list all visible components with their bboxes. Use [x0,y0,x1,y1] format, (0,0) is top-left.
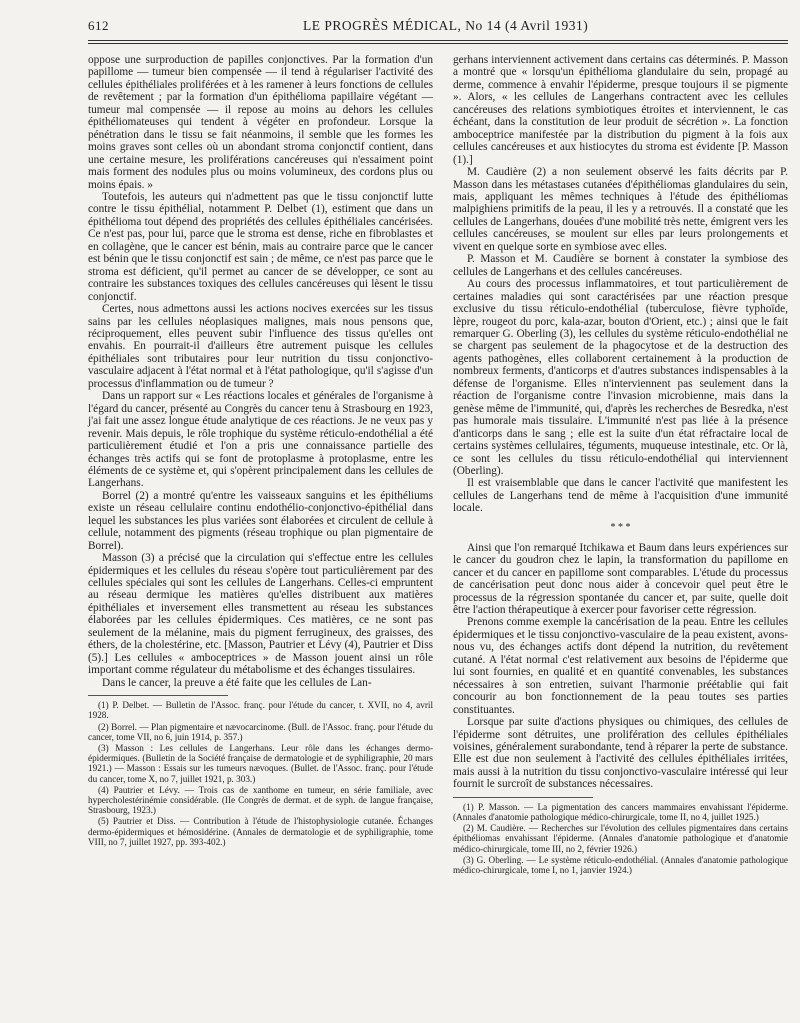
body-paragraph: Dans le cancer, la preuve a été faite que les cellules de Lan- [102,676,372,689]
right-column [453,54,788,876]
right-column-body [453,54,788,515]
body-paragraph: Borrel (2) a montré qu'entre les vaisseaux sanguins et les épithéliums existe un réseau cellulaire continu endothélio-conjonctivo-épithélial dans lequel les substances les plus variées sont élaborées et circulent de cellule à cellule, notamment des pigments (réseau trophique ou plan pigmentaire de Borrel). [88,489,433,552]
left-column [88,54,433,848]
footnote: (2) M. Caudière. — Recherches sur l'évolution des cellules pigmentaires dans certains épithéliomas envahissant l'épiderme. (Annales d'anatomie pathologique et d'anatomie médico-chirurgicale, tome III, no 2, février 1926.) [453,823,788,854]
running-head [88,16,788,38]
footnote: (3) G. Oberling. — Le système réticulo-endothélial. (Annales d'anatomie pathologique médico-chirurgicale, tome I, no 1, janvier 1924.) [453,854,788,876]
right-footnotes [453,802,788,875]
body-paragraph: Certes, nous admettons aussi les actions nocives exercées sur les tissus sains par les cellules néoplasiques malignes, mais nous pensons que, réciproquement, elles peuvent subir l'influence des tissus qu'elles ont envahis. En pourrait-il d'ailleurs être autrement puisque les cellules épithéliales sont tributaires pour leur nutrition du tissu conjonctivo-vasculaire adjacent à l'état normal et à l'état pathologique, qu'il s'agisse d'un processus d'inflammation ou de tumeur ? [88,303,433,390]
footnote: (2) Borrel. — Plan pigmentaire et nævocarcinome. (Bull. de l'Assoc. franç. pour l'étude du cancer, tome VII, no 6, juin 1914, p. 357.) [88,721,433,742]
body-paragraph: P. Masson et M. Caudière se bornent à constater la symbiose des cellules de Langerhans et des cellules cancéreuses. [453,253,788,278]
header-rule [88,40,788,41]
footnote: (5) Pautrier et Diss. — Contribution à l'étude de l'histophysiologie cutanée. Échanges dermo-épidermiques et hémosidérine. (Annales de dermatologie et de syphiligraphie, tome VIII, no 7, juillet 1927, pp. 393-402.) [88,816,433,847]
body-paragraph: Toutefois, les auteurs qui n'admettent pas que le tissu conjonctif lutte contre le tissu épithélial, notamment P. Delbet (1), estiment que dans un épithélioma tout dépend des propriétés des cellules épithéliales cancérisées. Ce n'est pas, pour lui, parce que le stroma est dense, riche en fibroblastes et en collagène, que le cancer est bénin, mais au contraire parce que le cancer est bénin que le tissu conjonctif est sain ; de même, ce n'est pas parce que le stroma est déficient, qu'il permet au cancer de se développer, ce sont au contraire les substances toxiques des cellules cancéreuses qui lèsent le tissu conjonctif. [88,190,433,303]
header-rule-double [88,43,788,44]
section-asterism: * * * [610,521,631,533]
body-paragraph: Masson (3) a précisé que la circulation qui s'effectue entre les cellules épidermiques et les cellules du réseau s'opère tout particulièrement par des cellules spéciales qui sont les cellules de Langerhans. Celles-ci empruntent au réseau dermique les matières qu'elles distribuent aux matières épithéliales et inversement elles transmettent au réseau les substances élaborées par les cellules épidermiques. Ces matières, ce ne sont pas seulement de la mélanine, mais du pigment ferrugineux, des graisses, des éthers, de la cholestérine, etc. [Masson, Pautrier et Lévy (4), Pautrier et Diss (5).] Les cellules « amboceptrices » de Masson jouent ainsi un rôle important comme régulateur du métabolisme et des échanges tissulaires. [88,552,433,677]
body-paragraph: gerhans interviennent activement dans certains cas déterminés. P. Masson a montré que « lorsqu'un épithélioma glandulaire du sein, propagé au derme, commence à envahir l'épiderme, presque toujours il se pigmente ». Alors, « les cellules de Langerhans contractent avec les cellules cancéreuses des relations symbiotiques étroites et interviennent, le cas échéant, dans la constitution de leur produit de sécrétion ». La fonction amboceptrice manifestée par la distribution du pigment à la fois aux cellules cancéreuses et aux histiocytes du stroma est évidente [P. Masson (1).] [453,54,788,166]
footnote: (3) Masson : Les cellules de Langerhans. Leur rôle dans les échanges dermo-épidermiques. (Bulletin de la Société française de dermatologie et de syphiligraphie, 20 mars 1921.) — Masson : Essais sur les tumeurs nævoques. (Bullet. de l'Assoc. franç. pour l'étude du cancer, tome X, no 7, juillet 1921, p. 303.) [88,742,433,784]
footnote: (4) Pautrier et Lévy. — Trois cas de xanthome en tumeur, en série familiale, avec hypercholestérinémie considérable. (IIe Congrès de dermat. et de syph. de langue française, Strasbourg, 1923.) [88,784,433,816]
footnote-rule [88,695,228,696]
body-paragraph: Au cours des processus inflammatoires, et tout particulièrement de certaines maladies qui sont caractérisées par une réaction presque exclusive du tissu réticulo-endothélial (tuberculose, fièvre typhoïde, lèpre, rougeot du porc, kala-azar, bouton d'Orient, etc.) ; ainsi que le fait remarquer G. Oberling (3), les cellules du système réticulo-endothélial ne se chargent pas seulement de la phagocytose et de la destruction des agents pathogènes, elles collaborent certainement à la production de nombreux ferments, d'anticorps et d'autres substances indispensables à la défense de l'organisme. Elles n'interviennent pas seulement dans la réaction de l'organisme contre l'invasion microbienne, mais dans la genèse même de l'immunité, qui, d'après les recherches de Besredka, n'est pas humorale mais tissulaire. L'immunité n'est pas liée à la présence d'anticorps dans le sang ; elle est la suite d'un état réfractaire local de certains systèmes cellulaires, téguments, muqueuse intestinale, etc. Or là, ce sont les cellules du tissu réticulo-endothélial qui interviennent (Oberling). [453,278,788,477]
footnote: (1) P. Delbet. — Bulletin de l'Assoc. franç. pour l'étude du cancer, t. XVII, no 4, avril 1928. [88,700,433,721]
page-number: 612 [88,18,109,33]
body-paragraph: oppose une surproduction de papilles conjonctives. Par la formation d'un papillome — tumeur bien compensée — il tend à régulariser l'activité des cellules épithéliales proliférées et à les ramener à leurs fonctions de cellules de revêtement ; par la formation d'un épithélioma papillaire végétant — tumeur mal compensée — il repose au moins au dehors les cellules épithéliomateuses qui tendent à végéter en profondeur. Lorsque la pénétration dans le tissu se fait néanmoins, il semble que les formes les moins graves sont celles où un abondant stroma conjonctif contient, dans une certaine mesure, les proliférations cancéreuses qui n'essaiment point mais forment des nodules plus ou moins volumineux, des cordons plus ou moins épais. » [88,54,433,191]
body-paragraph: Il est vraisemblable que dans le cancer l'activité que manifestent les cellules de Langerhans tend de même à l'acquisition d'une immunité locale. [453,477,788,515]
left-footnotes [88,700,433,847]
right-column-body-continued [453,542,788,791]
body-paragraph: Lorsque par suite d'actions physiques ou chimiques, des cellules de l'épiderme sont détruites, une prolifération des cellules épithéliales voisines, généralement surabondante, tend à réparer la perte de substance. Elle est due non seulement à l'activité des cellules épithéliales irritées, mais aussi à la nutrition du tissu conjonctivo-vasculaire intéressé qui leur fournit le surcroît de substances nécessaires. [453,716,788,791]
body-paragraph: Prenons comme exemple la cancérisation de la peau. Entre les cellules épidermiques et le tissu conjonctivo-vasculaire de la peau existent, avons-nous vu, des échanges actifs dont dépend la nutrition, du revêtement cutané. A l'état normal c'est relativement aux besoins de l'épiderme que lui sont fournies, en qualité et en quantité convenables, les substances nécessaires à son entretien, suivant l'harmonie préétablie qui fait concourir au bon fonctionnement de la peau toutes ses parties constituantes. [453,616,788,716]
body-paragraph: Ainsi que l'on remarqué Itchikawa et Baum dans leurs expériences sur le cancer du goudron chez le lapin, la transformation du papillome en cancer et du cancer en papillome sont comparables. L'étude du processus de cancérisation peut donc nous aider à concevoir quel peut être le processus de la régression spontanée du cancer et, par suite, quelle doit être l'action thérapeutique à exercer pour favoriser cette régression. [453,541,788,617]
journal-title: LE PROGRÈS MÉDICAL, No 14 (4 Avril 1931) [303,18,589,33]
body-paragraph: M. Caudière (2) a non seulement observé les faits décrits par P. Masson dans les métastases cutanées d'épithéliomas glandulaires du sein, mais, appliquant les mêmes techniques à l'étude des épithéliomas malpighiens primitifs de la peau, il les y a retrouvés. Il a constaté que les cellules de Langerhans, douées d'une mobilité très nette, émigrent vers les cellules cancéreuses, se moulent sur elles par leurs prolongements et vivent en quelque sorte en symbiose avec elles. [453,166,788,253]
footnote: (1) P. Masson. — La pigmentation des cancers mammaires envahissant l'épiderme. (Annales d'anatomie pathologique médico-chirurgicale, tome II, no 4, juillet 1925.) [453,801,788,823]
left-column-body [88,54,433,689]
footnote-rule [453,797,593,798]
body-paragraph: Dans un rapport sur « Les réactions locales et générales de l'organisme à l'égard du cancer, présenté au Congrès du cancer tenu à Strasbourg en 1923, j'ai fait une assez longue étude analytique de ces réactions. Je ne veux pas y revenir. Mais depuis, le rôle trophique du système réticulo-endothélial a été particulièrement étudié et l'on a pris une connaissance partielle des échanges très actifs qui se font de protoplasme à protoplasme, entre les éléments de ce système et, qui s'opèrent principalement dans les cellules de Langerhans. [88,390,433,490]
